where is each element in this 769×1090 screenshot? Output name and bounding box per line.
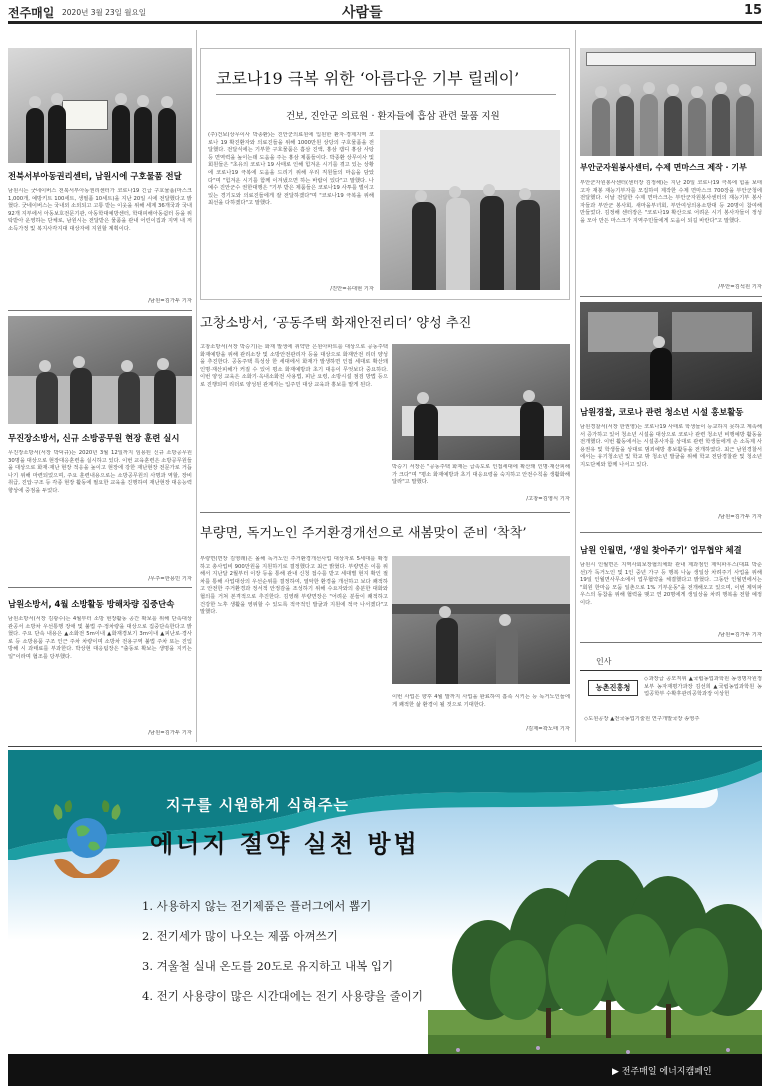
notice-line-1: ◇과장급 공모직위 ▲국립농업과학원 농생명자원정보부 농자재평가과장 김선희 ▲국립농업과학원 농업공학부 수확후관리공학과장 이상헌 [644, 676, 762, 698]
housing-repair-photo [392, 556, 570, 684]
campaign-item-1: 1. 사용하지 않는 전기제품은 플러그에서 뽑기 [142, 899, 372, 913]
story-main-headline: 코로나19 극복 위한 ‘아름다운 기부 릴레이’ [216, 69, 520, 88]
story-mid2-credit: /김제=곽노태 기자 [526, 726, 570, 732]
banner [62, 100, 108, 130]
story-mid-credit: /고창=김영식 기자 [526, 496, 570, 502]
notice-line-2: ◇도원공장 ▲전국농업기술원 연구개발국장 송영주 [584, 716, 700, 722]
fire-safety-meeting-photo [392, 344, 570, 460]
campaign-tagline: 지구를 시원하게 식혀주는 [166, 796, 349, 814]
notice-title: 인사 [596, 657, 612, 666]
story-mid2-caption: 이번 사업은 향후 4월 말까지 사업을 완료하여 흡족 시키는 등 독거노인들에게 쾌적한 삶 환경이 될 것으로 기대한다. [392, 694, 570, 708]
issue-date: 2020년 3월 23일 월요일 [62, 8, 147, 17]
campaign-title: 에너지 절약 실천 방법 [150, 829, 420, 858]
story-main-subhead: 건보, 진안군 의료원 · 환자들에 흡삼 관련 물품 지원 [286, 111, 500, 122]
story-left1-headline: 전북서부아동권리센터, 남원시에 구호물품 전달 [8, 171, 182, 181]
story-right1-headline: 부안군자원봉사센터, 수제 면마스크 제작 · 기부 [580, 163, 747, 172]
campaign-item-4: 4. 전기 사용량이 많은 시간대에는 전기 사용량을 줄이기 [142, 989, 423, 1003]
story-right3-headline: 남원 인월면, ‘생일 찾아주기’ 업무협약 체결 [580, 545, 742, 555]
section-title: 사람들 [342, 5, 383, 21]
story-right2-body: 남원경찰서(서장 한권영)는 코로나19 사태로 학생들이 등교하지 못하고 계속해서 증가하고 있어 청소년 시설을 대상으로 코로나 관련 청소년 비행예방 활동을 전개했다. 이번 활동에서는 시설종사자를 상대로 관련 학생들에게 손 소독제 사용권유 및 학생들을 상대로 범죄예방 홍보활동을 전개하였다. 최근 남원경찰서에서는 유기청소년 및 학교 밖 청소년 발굴을 위해 학교 전담경찰관 및 청소년 지도단체와 함께 나서고 있다. [580, 424, 762, 468]
story-left2-body: 무진장소방서(서장 박덕규)는 2020년 3월 12일까지 임용된 신규 소방공무원 30명을 대상으로 현장대응훈련을 실시하고 있다. 이번 교육훈련은 소방공무원들을 대상으로 화재·재난 현장 적응을 높이고 현장에 강한 재난현장 전문가로 거듭나기 위해 마련되었으며, 주요 훈련내용으로는 소방공무원의 사명과 역할, 장비 취급, 진압·구조 등 각종 현장 활동에 필요한 교육을 진행하여 재난현장 대응능력 향상에 중점을 두었다. [8, 450, 192, 494]
mask-volunteers-photo [580, 48, 762, 156]
masthead-rule [8, 21, 762, 24]
story-mid-headline: 고창소방서, ‘공동주택 화재안전리더’ 양성 추진 [200, 316, 472, 331]
story-left2-headline: 무진장소방서, 신규 소방공무원 현장 훈련 실시 [8, 433, 180, 443]
page-number: 15 [744, 3, 763, 18]
energy-campaign-ad [8, 750, 762, 1086]
story-left1-body: 남원시는 굿네이버스 전북서부아동권리센터가 코로나19 긴급 구호물품(마스크 1,000개, 예방키트 100세트, 생필품 10세트)을 지난 20일 시에 전달했다고 밝혔다. 굿네이버스는 국내외 소외되고 고통 받는 이웃을 위해 세계 36개국과 국내 92개 지부에서 아동보호전문기관, 아동학대예방센터, 학대피해아동쉼터 등을 위탁받아 운영하는 단체로, 남원시는 전달받은 물품을 관내 어린이집과 지역 내 저소득가정 및 복지사각지대 대상자에 지원할 계획이다. [8, 188, 192, 232]
hands-globe-icon [44, 798, 130, 884]
story-mid2-headline: 부량면, 독거노인 주거환경개선으로 새봄맞이 준비 ‘착착’ [200, 526, 527, 541]
story-mid2-body: 부량면(면장 김영래)은 올해 독거노인 주거환경개선사업 대상자로 5세대를 확정하고 총사업비 900만원을 지원하기로 결정했다고 최근 밝혔다. 부량면은 이를 위해서 지난달 2월부터 이장 등을 통해 관내 신청 접수를 받고 세대별 현지 확인 절차를 통해 사업대상의 우선순위를 결정하여, 열악한 환경을 개선하고 보다 쾌적하고 안전한 주거환경과 정서적 안정감을 조성하기 위해 수요자와의 충분한 대화와 협의를 거쳐 본격적으로 추진한다. 김영래 부량면장은 "어려운 분들이 쾌적하고 건강한 노후 생활을 영위할 수 있도록 적극적인 발굴과 지원에 적극 나서겠다"고 말했다. [200, 556, 388, 616]
story-left3-body: 남원소방서(서장 김광수)는 4월부터 소방 현장활동 공간 확보를 위해 단속대상 관공서 소방차 우선통행 장애 및 불법 주·정차량을 대상으로 집중단속한다고 밝혔다. 주요 단속 내용은 ▲소화전 5m이내 ▲화재경보기 3m이내 ▲피난로·경사로 등 소방용품 구조 인근 주차 차량이며 소방차 전용구역 불법 주차 또는 진입 방해 시 과태료를 부과한다. 박상현 대응팀장은 "출동로 확보는 생명을 지키는 일"이라며 협조를 당부했다. [8, 616, 192, 660]
campaign-item-2: 2. 전기세가 많이 나오는 제품 아껴쓰기 [142, 929, 338, 943]
section-divider [8, 746, 762, 747]
firefighter-training-photo [8, 316, 192, 424]
story-left1-credit: /남원=김가두 기자 [148, 298, 192, 304]
donation-photo [8, 48, 192, 163]
story-right3-body: 남원시 인월면은 지역사회보장협의체와 관내 제과점인 제익파우스(대표 박준선)가 독거노인 및 1인 중년 가구 등 행복 나눔 생일상 차려주기 사업을 위해 19일 인월면사무소에서 업무협약을 체결했다고 밝혔다. 그동안 인월면에서는 "회원 한마음 모둠 일촌으로 1% 기부운동"을 전개해오고 있으며, 이번 제익파우스의 동참을 위해 협력을 맺고 연 20명에게 생일상을 차려 행복을 전할 예정이다. [580, 562, 762, 606]
campaign-item-3: 3. 겨울철 실내 온도를 20도로 유지하고 내복 입기 [142, 959, 394, 973]
story-main-body: (주)건보(상무이사 박종환)는 진안군의료원에 입원한 환자·경제지역 코로나 19 확진환자와 의료진들을 위해 1000만원 상당의 구호물품을 전달했다. 전달식에는 기부한 구호물품은 흡삼 진액, 홍삼 캡디 홍삼 사탕 등 면역력을 높이는데 도움을 주는 홍삼 제품들이다. 박종환 상무이사 및 회원들은 "초유의 코로나 19 사태로 인해 힘겨운 시기를 겪고 있는 상황에 코로나19 극복에 도움을 드리기 위해 우리 직원들의 마음을 담았다"며 "힘겨운 시기를 함께 이겨냈으면 하는 바람이 있다"고 말했다. 나예수 진안군수 권한대행은 "기부 받은 제품들은 코로나19 사투를 벌이고 있는 경기도와 의료진들에게 잘 전달하겠다"며 "코로나19 극복을 위해 최선을 다하겠다"고 말했다. [208, 132, 374, 207]
story-left3-credit: /남원=김가두 기자 [148, 730, 192, 736]
story-mid-body: 고창소방서(서장 박승기)는 화재 발생에 취약한 은원아파트를 대상으로 공동주택 화재예방을 위해 관리소장 및 소방안전관리자 등을 대상으로 화재안전 리더 양성을 추진한다. 공동주택 특성상 한 세대에서 화재가 발생하면 인접 세대로 확산돼 인명·재산피해가 커질 수 있어 평소 화재예방과 초기 대응이 무엇보다 중요하다. 이번 양성 교육은 소화기·옥내소화전 사용법, 피난 요령, 소방시설 점검 방법 등으로 진행되며 리더로 양성된 관계자는 입주민 대상 교육과 홍보를 맡게 된다. [200, 344, 388, 388]
story-main-credit: /진안=유대현 기자 [330, 286, 374, 292]
hongsam-donation-photo [380, 130, 560, 290]
paper-name: 전주매일 [8, 6, 55, 20]
story-right2-credit: /남원=김가두 기자 [718, 514, 762, 520]
forest-illustration [428, 860, 762, 1086]
story-right2-headline: 남원경찰, 코로나 관련 청소년 시설 홍보활동 [580, 407, 744, 417]
notice-badge: 농촌진흥청 [588, 680, 638, 696]
story-left2-credit: /무주=한용민 기자 [148, 576, 192, 582]
youth-facility-photo [580, 302, 762, 400]
campaign-footer-label: ▶ 전주매일 에너지캠페인 [612, 1067, 712, 1077]
story-right1-body: 부안군자원봉사센터(센터장 김정해)는 지난 20일 코로나19 극복에 힘을 보태고자 재봉 재능기부자를 모집하여 제작한 수제 면마스크 700장을 부안군청에 전달했다. 이날 전달한 수제 면마스크는 부안군자원봉사센터의 재능기부 봉사자들과 부안군 봉사회, 새마을부녀회, 부안여성의용소방대 등 20명이 참여해 만들었다. 김정해 센터장은 "코로나19 확산으로 어려운 시기 봉사자들이 정성을 모아 만든 마스크가 지역주민들에게 도움이 되길 바란다"고 말했다. [580, 180, 762, 224]
story-left3-headline: 남원소방서, 4월 소방활동 방해차량 집중단속 [8, 599, 175, 609]
story-right1-credit: /부안=김석원 기자 [718, 284, 762, 290]
story-right3-credit: /남원=김가두 기자 [718, 632, 762, 638]
story-mid-caption: 박승기 서장은 "공동주택 화재는 급속도로 인접세대에 확산돼 인명·재산피해가 크다"며 "평소 화재예방과 초기 대응요령을 숙지하고 안전수칙을 생활화해 달라"고 말했다. [392, 464, 570, 486]
